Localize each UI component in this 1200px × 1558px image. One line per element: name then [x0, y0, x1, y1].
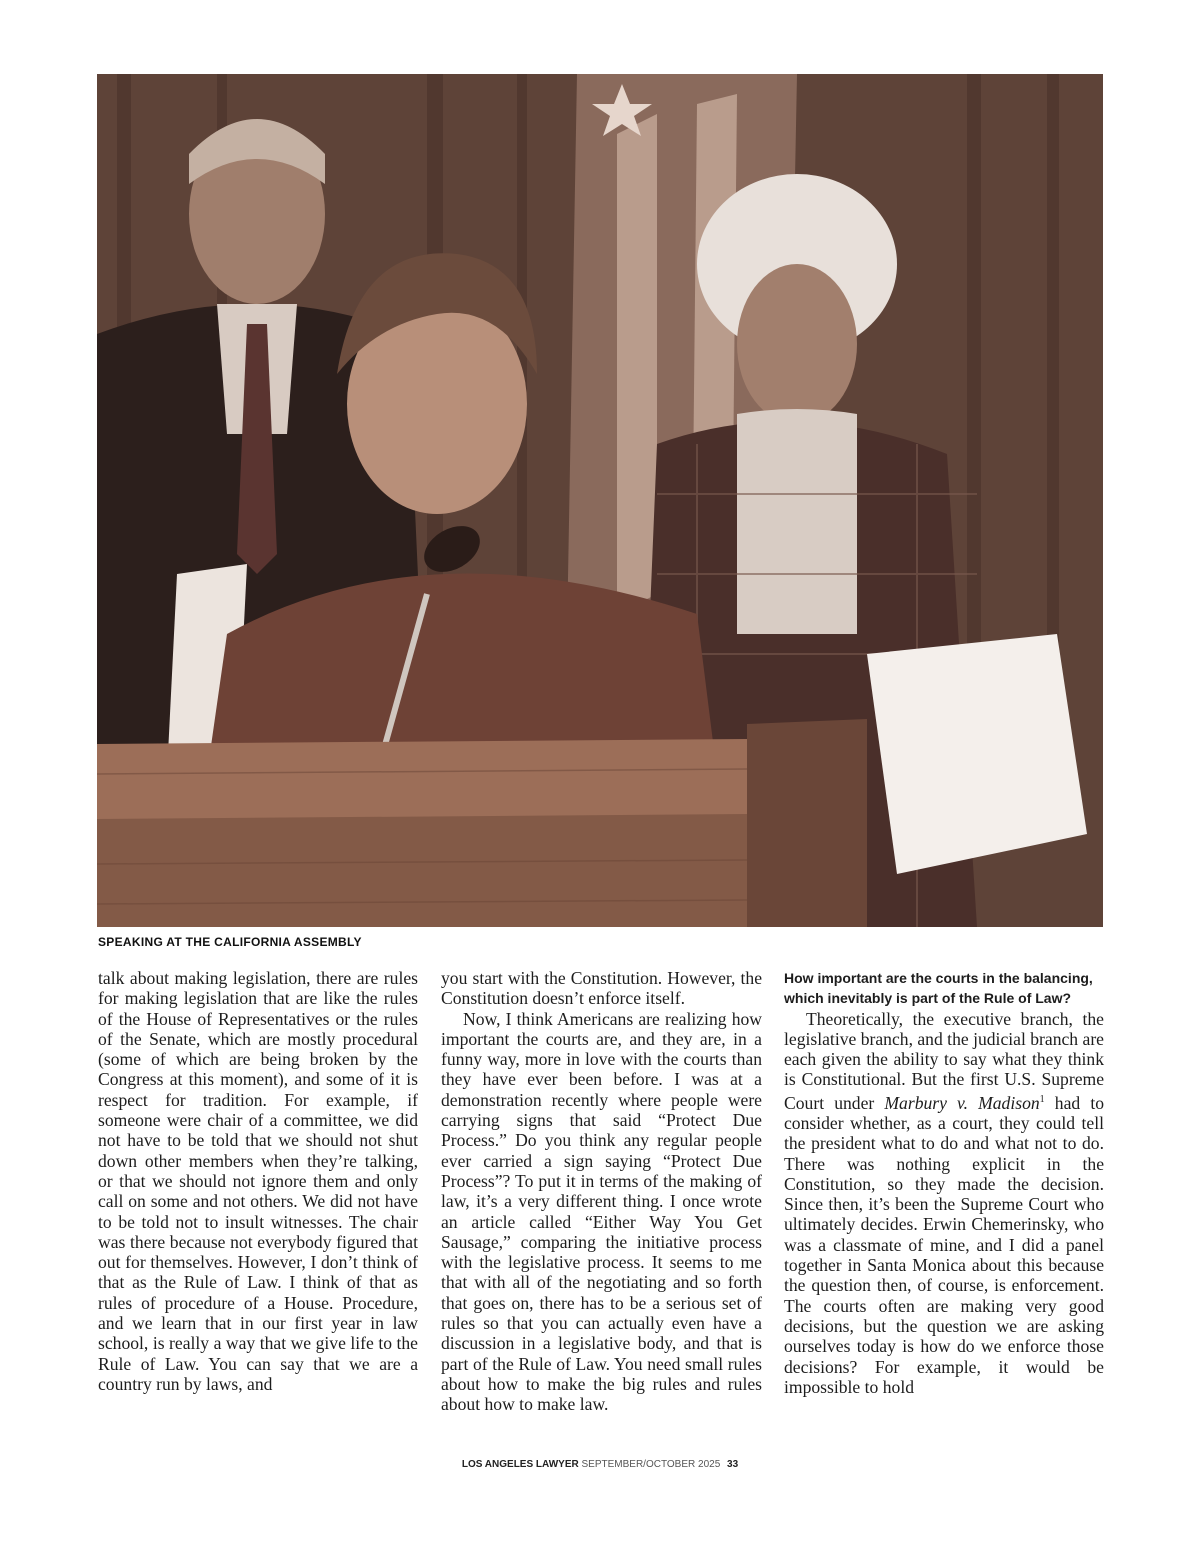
page-footer: [0, 1459, 1200, 1470]
issue-date: SEPTEMBER/OCTOBER 2025: [581, 1459, 721, 1470]
column-2: [441, 968, 762, 1415]
paragraph: talk about making legislation, there are rules for making legislation that are like the rules of the House of Representatives or the rules of the Senate, which are mostly procedural (some of which are being broken by the Congress at this moment), and some of it is respect for tradition. For example, if someone were chair of a committee, we did not have to be told that we should not shut down other members when they’re talking, or that we should not ignore them and only call on some and not others. We did not have to be told not to insult witnesses. The chair was there because not everybody figured that out for themselves. However, I don’t think of that as the Rule of Law. I think of that as rules of procedure of a House. Procedure, and we learn that in our first year in law school, is really a way that we give life to the Rule of Law. You can say that we are a country run by laws, and: [98, 968, 418, 1394]
publication-name: LOS ANGELES LAWYER: [461, 1459, 579, 1470]
paragraph-text-a: Theoretically, the executive branch, the legislative branch, and the judicial branch are each given the ability to say what they think is Constitutional. But the first U.S. Supreme Court under: [784, 1008, 1104, 1113]
paragraph: you start with the Constitution. However, the Constitution doesn’t enforce itself.: [441, 968, 762, 1009]
page-number: 33: [727, 1459, 739, 1470]
paragraph: [784, 1009, 1104, 1398]
footnote-marker: 1: [1039, 1093, 1045, 1105]
column-3: [784, 968, 1104, 1397]
photo-illustration: [97, 74, 1103, 927]
interview-question: How important are the courts in the balancing, which inevitably is part of the Rule of Law?: [784, 970, 1093, 1007]
case-name: Marbury v. Madison: [884, 1092, 1040, 1113]
photo-caption: SPEAKING AT THE CALIFORNIA ASSEMBLY: [98, 935, 362, 949]
photo: [97, 74, 1103, 927]
paragraph: Now, I think Americans are realizing how important the courts are, and they are, in a funny way, more in love with the courts than they have ever been before. I was at a demonstration recently where people were carrying signs that said “Protect Due Process.” Do you think any regular people ever carried a sign saying “Protect Due Process”? To put it in terms of the making of law, it’s a very different thing. I once wrote an article called “Either Way You Get Sausage,” comparing the initiative process with the legislative process. It seems to me that with all of the negotiating and so forth that goes on, there has to be a serious set of rules so that you can actually even have a discussion in a legislative body, and that is part of the Rule of Law. You need small rules about how to make the big rules and rules about how to make law.: [441, 1008, 762, 1415]
column-1: [98, 968, 418, 1394]
paragraph-text-b: had to consider whether, as a court, they could tell the president what to do and what not to do. There was nothing explicit in the Constitution, so they made the decision. Since then, it’s been the Supreme Court who ultimately decides. Erwin Chemerinsky, who was a classmate of mine, and I did a panel together in Santa Monica about this because the question then, of course, is enforcement. The courts often are making very good decisions, but the question we are asking ourselves today is how do we enforce those decisions? For example, it would be impossible to hold: [784, 1092, 1105, 1397]
